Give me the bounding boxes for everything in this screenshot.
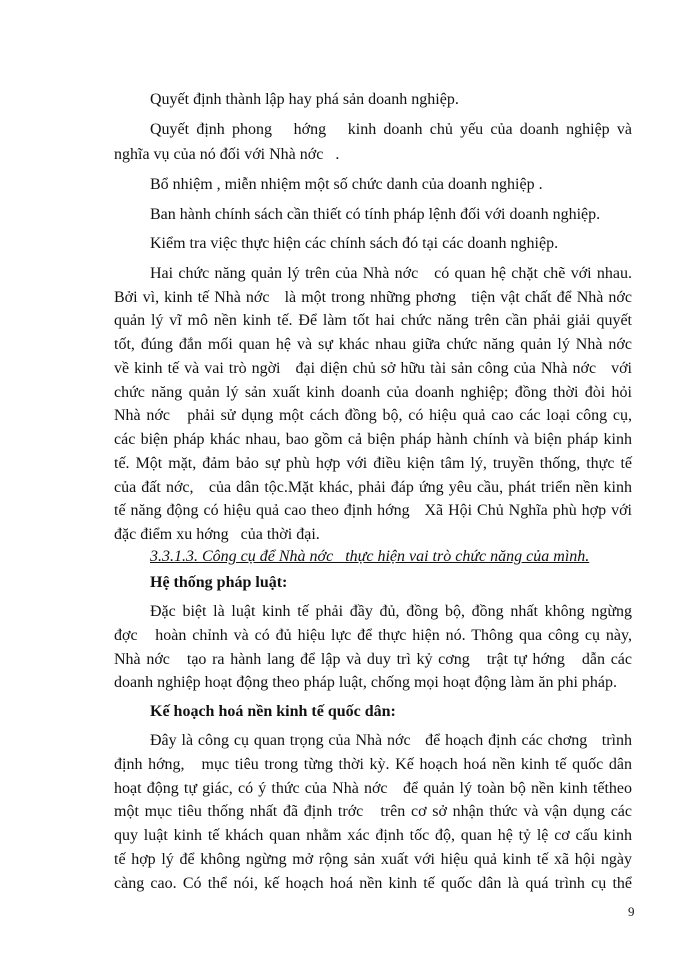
text-line: Kiểm tra việc thực hiện các chính sách đó tại các doanh nghiệp. — [150, 235, 559, 252]
text-line: về kinh tế và vai trò ngời đại diện chủ sở hữu tài sản công của Nhà nớc với — [114, 360, 632, 377]
text-line: tế. Một mặt, đảm bảo sự phù hợp với điều kiện tâm lý, truyền thống, thực tế — [114, 455, 632, 472]
text-line: Quyết định thành lập hay phá sản doanh nghiệp. — [150, 91, 459, 108]
text-line: đặc điểm xu hớng của thời đại. — [114, 526, 320, 543]
text-line: Nhà nớc tạo ra hành lang để lập và duy trì kỷ cơng trật tự hớng dẫn các — [114, 651, 632, 668]
text-line: một mục tiêu thống nhất đã định trớc trên cơ sở nhận thức và vận dụng các — [114, 803, 632, 820]
text-line: tế năng động có hiệu quả cao theo định hớng Xã Hội Chủ Nghĩa phù hợp với — [114, 502, 632, 519]
text-line: các biện pháp khác nhau, bao gồm cả biện pháp hành chính và biện pháp kinh — [114, 431, 632, 448]
section-heading: Hệ thống pháp luật: — [150, 574, 288, 591]
text-line: Đặc biệt là luật kinh tế phải đầy đủ, đồng bộ, đồng nhất không ngừng — [150, 603, 632, 620]
text-line: của đất nớc, của dân tộc.Mặt khác, phải đáp ứng yêu cầu, phát triển nền kinh — [114, 479, 632, 496]
text-line: Hai chức năng quản lý trên của Nhà nớc có quan hệ chặt chẽ với nhau. — [150, 265, 632, 282]
subsection-heading: 3.3.1.3. Công cụ để Nhà nớc thực hiện vai trò chức năng của mình. — [150, 548, 590, 565]
text-line: Bổ nhiệm , miễn nhiệm một số chức danh của doanh nghiệp . — [150, 176, 543, 193]
text-line: đợc hoàn chỉnh và có đủ hiệu lực để thực hiện nó. Thông qua công cụ này, — [114, 627, 632, 644]
text-line: hoạt động tự giác, có ý thức của Nhà nớc để quản lý toàn bộ nền kinh tếtheo — [114, 780, 632, 797]
text-line: Quyết định phong hớng kinh doanh chủ yếu của doanh nghiệp và — [150, 121, 632, 138]
text-line: Đây là công cụ quan trọng của Nhà nớc để hoạch định các chơng trình — [150, 732, 632, 749]
text-line: Ban hành chính sách cần thiết có tính pháp lệnh đối với doanh nghiệp. — [150, 206, 601, 223]
section-heading: Kế hoạch hoá nền kinh tế quốc dân: — [150, 703, 396, 720]
text-line: tế hợp lý để không ngừng mở rộng sản xuất với hiệu quả kinh tế xã hội ngày — [114, 851, 632, 868]
page-number: 9 — [628, 904, 635, 919]
text-line: doanh nghiệp hoạt động theo pháp luật, chống mọi hoạt động làm ăn phi pháp. — [114, 674, 618, 691]
text-line: quản lý vĩ mô nền kinh tế. Để làm tốt hai chức năng trên cần phải giải quyết — [114, 312, 632, 329]
text-line: Nhà nớc phải sử dụng một cách đồng bộ, có hiệu quả cao các loại công cụ, — [114, 407, 632, 424]
text-line: tốt, đúng đắn mối quan hệ và sự khác nhau giữa chức năng quản lý Nhà nớc — [114, 336, 632, 353]
text-line: Bởi vì, kinh tế Nhà nớc là một trong những phơng tiện vật chất để Nhà nớc — [114, 289, 632, 306]
text-line: quy luật kinh tế khách quan nhằm xác định tốc độ, quan hệ tỷ lệ cơ cấu kinh — [114, 827, 632, 844]
text-line: càng cao. Có thể nói, kế hoạch hoá nền kinh tế quốc dân là quá trình cụ thể — [114, 875, 632, 892]
text-line: định hớng, mục tiêu trong từng thời kỳ. Kế hoạch hoá nền kinh tế quốc dân — [114, 756, 632, 773]
text-line: chức năng quản lý sản xuất kinh doanh của doanh nghiệp; đồng thời đòi hỏi — [114, 384, 632, 401]
text-line: nghĩa vụ của nó đối với Nhà nớc . — [114, 146, 340, 163]
